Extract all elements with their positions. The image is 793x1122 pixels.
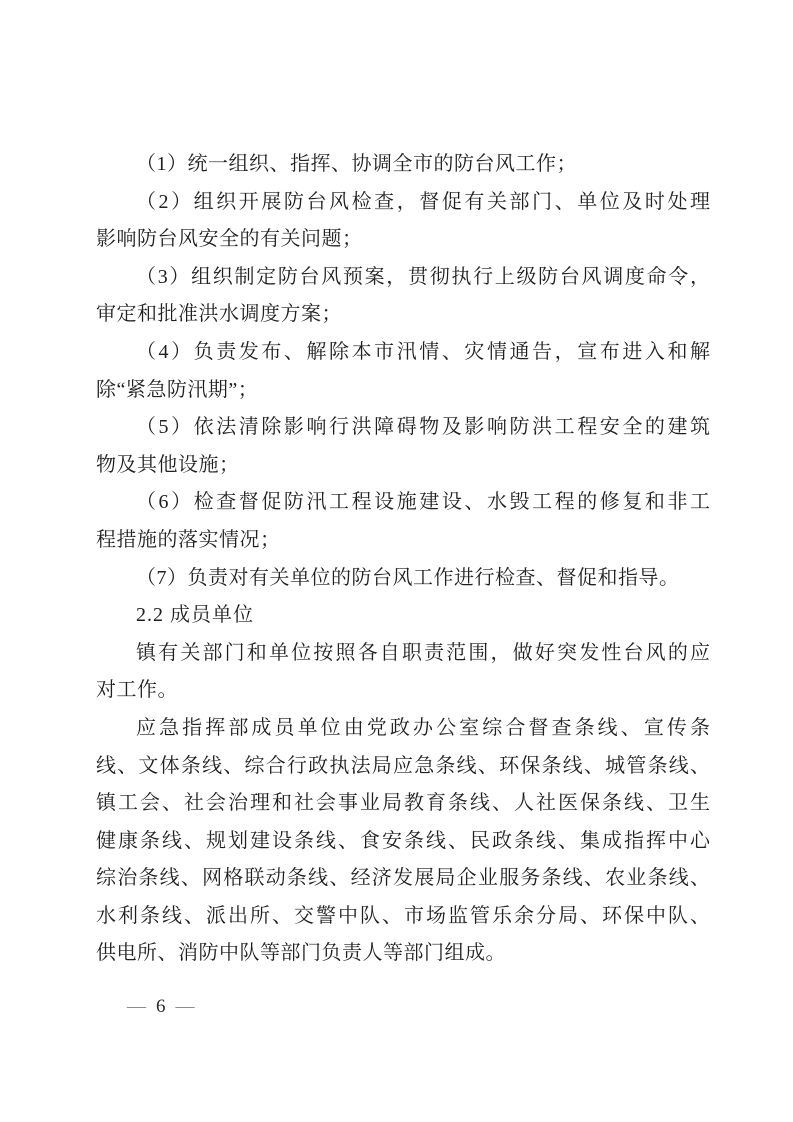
text-line: （2）组织开展防台风检查，督促有关部门、单位及时处理	[136, 190, 710, 213]
text-line: （5）依法清除影响行洪障碍物及影响防洪工程安全的建筑	[136, 416, 710, 439]
paragraph	[96, 259, 710, 334]
text-line: 影响防台风安全的有关问题；	[96, 228, 363, 251]
text-line: 应急指挥部成员单位由党政办公室综合督查条线、宣传条	[136, 716, 710, 739]
text-line: 供电所、消防中队等部门负责人等部门组成。	[96, 942, 506, 965]
paragraph	[96, 710, 710, 973]
paragraph	[96, 560, 710, 598]
text-line: 物及其他设施；	[96, 453, 240, 476]
text-line: （4）负责发布、解除本市汛情、灾情通告，宣布进入和解	[136, 340, 710, 363]
text-line: 程措施的落实情况；	[96, 528, 281, 551]
text-line: （6）检查督促防汛工程设施建设、水毁工程的修复和非工	[136, 491, 710, 514]
text-line: 除“紧急防汛期”；	[96, 378, 259, 401]
text-line: 镇工会、社会治理和社会事业局教育条线、人社医保条线、卫生	[96, 792, 710, 815]
text-line: 水利条线、派出所、交警中队、市场监管乐余分局、环保中队、	[96, 904, 710, 927]
text-line: （1）统一组织、指挥、协调全市的防台风工作；	[136, 153, 577, 175]
document-body	[96, 146, 710, 973]
paragraph	[96, 184, 710, 259]
paragraph	[96, 409, 710, 484]
section-heading	[96, 597, 710, 635]
footer-dash-right: —	[175, 996, 195, 1017]
paragraph	[96, 334, 710, 409]
text-line: 线、文体条线、综合行政执法局应急条线、环保条线、城管条线、	[96, 754, 710, 777]
text-line: 健康条线、规划建设条线、食安条线、民政条线、集成指挥中心	[96, 829, 710, 852]
text-line: 对工作。	[96, 679, 178, 702]
paragraph	[96, 146, 710, 184]
text-line: 2.2 成员单位	[136, 604, 254, 627]
paragraph	[96, 484, 710, 559]
text-line: 综治条线、网格联动条线、经济发展局企业服务条线、农业条线、	[96, 867, 710, 890]
footer-dash-left: —	[127, 996, 146, 1017]
paragraph	[96, 635, 710, 710]
text-line: 镇有关部门和单位按照各自职责范围，做好突发性台风的应	[136, 641, 710, 664]
text-line: （3）组织制定防台风预案，贯彻执行上级防台风调度命令，	[136, 265, 710, 288]
text-line: （7）负责对有关单位的防台风工作进行检查、督促和指导。	[136, 566, 680, 589]
page-number: 6	[156, 996, 166, 1017]
page-footer	[127, 994, 195, 1020]
text-line: 审定和批准洪水调度方案；	[96, 303, 342, 326]
